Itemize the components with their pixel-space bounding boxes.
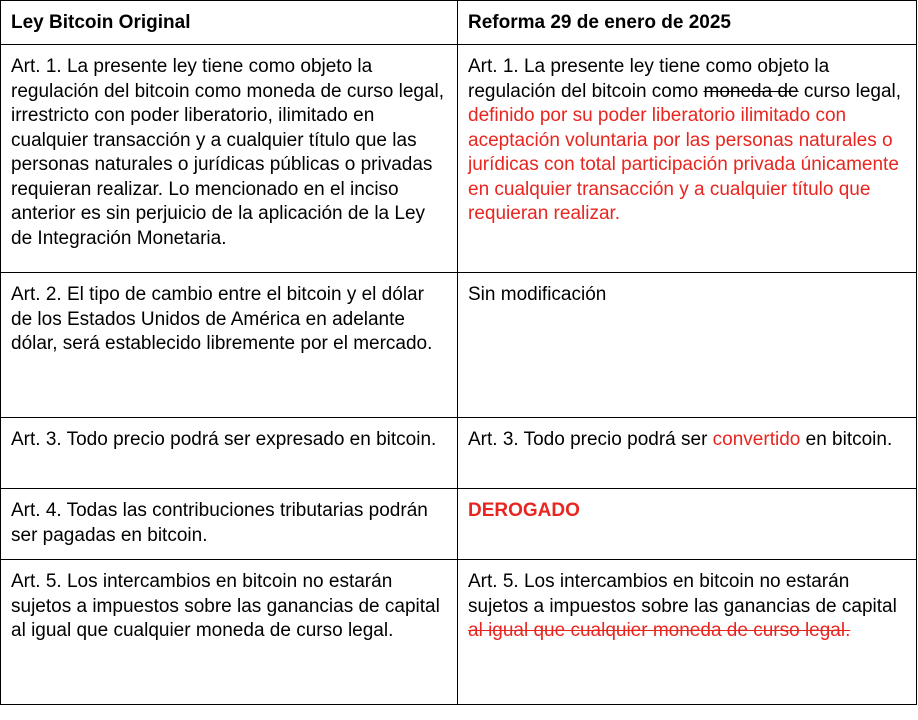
table-row-art-4 — [1, 489, 917, 560]
header-row — [1, 1, 917, 45]
original-art-2: Art. 2. El tipo de cambio entre el bitcoin y el dólar de los Estados Unidos de América en adelante dólar, será establecido libremente por el mercado. — [1, 273, 458, 418]
reform-art-1-text-middle: curso legal, — [798, 80, 902, 102]
reform-art-5-struck-text: al igual que cualquier moneda de curso legal. — [468, 620, 851, 641]
reform-art-1-struck-text: moneda de — [703, 80, 799, 102]
table-row-art-2 — [1, 273, 917, 418]
reform-art-3 — [458, 418, 917, 489]
reform-art-1-text: Art. 1. La presente ley tiene como objeto la regulación del bitcoin como — [468, 56, 830, 102]
header-original-law: Ley Bitcoin Original — [1, 1, 458, 45]
table-row-art-5 — [1, 560, 917, 705]
original-art-4: Art. 4. Todas las contribuciones tributarias podrán ser pagadas en bitcoin. — [1, 489, 458, 560]
header-reform: Reforma 29 de enero de 2025 — [458, 1, 917, 45]
reform-art-2: Sin modificación — [458, 273, 917, 418]
original-art-1: Art. 1. La presente ley tiene como objeto la regulación del bitcoin como moneda de curso legal, irrestricto con poder liberatorio, ilimitado en cualquier transacción y a cualquier título que las personas naturales o jurídicas públicas o privadas requieran realizar. Lo mencionado en el inciso anterior es sin perjuicio de la aplicación de la Ley de Integración Monetaria. — [1, 45, 458, 273]
original-art-5: Art. 5. Los intercambios en bitcoin no estarán sujetos a impuestos sobre las ganancias de capital al igual que cualquier moneda de curso legal. — [1, 560, 458, 705]
reform-art-3-text-end: en bitcoin. — [800, 429, 893, 450]
table-row-art-3 — [1, 418, 917, 489]
original-art-3: Art. 3. Todo precio podrá ser expresado en bitcoin. — [1, 418, 458, 489]
reform-art-3-text: Art. 3. Todo precio podrá ser — [468, 429, 713, 450]
reform-art-5 — [458, 560, 917, 705]
reform-art-5-text: Art. 5. Los intercambios en bitcoin no estarán sujetos a impuestos sobre las ganancias de capital — [468, 571, 897, 617]
reform-art-1-added-text: definido por su poder liberatorio ilimitado con aceptación voluntaria por las personas naturales o jurídicas con total participación privada únicamente en cualquier transacción y a cualquier título que requieran realizar. — [468, 105, 899, 224]
reform-art-4-repealed: DEROGADO — [458, 489, 917, 560]
reform-art-1 — [458, 45, 917, 273]
reform-art-3-added-text: convertido — [712, 429, 801, 450]
table-row-art-1 — [1, 45, 917, 273]
